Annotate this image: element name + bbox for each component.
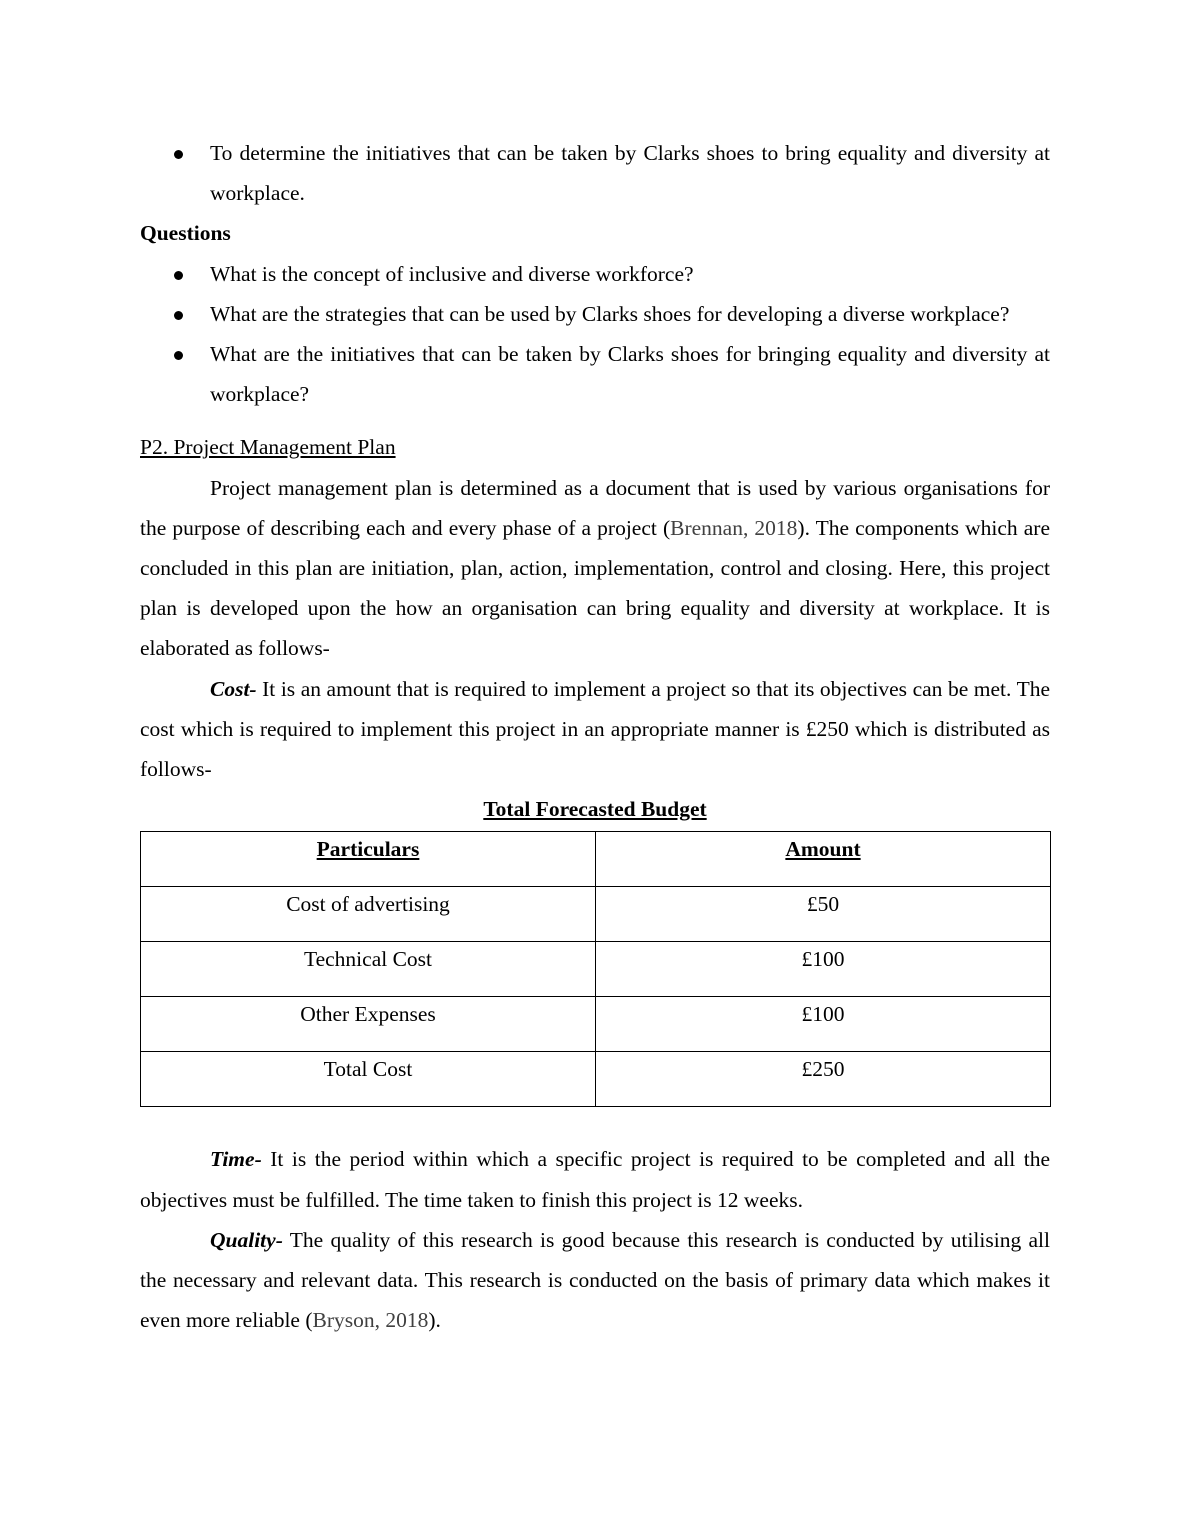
question-text: What are the initiatives that can be taken by Clarks shoes for bringing equality and diversity at workplace? (210, 342, 1050, 407)
budget-table (140, 831, 1051, 1107)
table-row (141, 942, 1051, 997)
bullet-icon (174, 271, 183, 280)
cost-paragraph (140, 669, 1050, 790)
document-page (140, 133, 1050, 1340)
question-text: What is the concept of inclusive and diverse workforce? (210, 261, 694, 286)
quality-rest: ). (428, 1308, 441, 1333)
bullet-icon (174, 351, 183, 360)
citation-bryson: Bryson, 2018 (312, 1308, 429, 1333)
particular-cell: Technical Cost (141, 942, 596, 997)
citation-brennan: Brennan, 2018 (670, 515, 798, 540)
quality-text: The quality of this research is good because this research is conducted by utilising all the necessary and relevant data. This research is conducted on the basis of primary data which makes it even more reliable ( (140, 1227, 1050, 1333)
table-header-row (141, 832, 1051, 887)
question-item (140, 254, 1050, 294)
header-particulars: Particulars (141, 832, 596, 887)
time-text: It is the period within which a specific project is required to be completed and all the objectives must be fulfilled. The time taken to finish this project is 12 weeks. (140, 1147, 1050, 1212)
question-item (140, 334, 1050, 414)
quality-paragraph (140, 1220, 1050, 1341)
particular-cell: Total Cost (141, 1052, 596, 1107)
table-row (141, 1052, 1051, 1107)
quality-term: Quality- (210, 1227, 283, 1252)
amount-cell: £50 (596, 887, 1051, 942)
objectives-list (140, 133, 1050, 213)
table-row (141, 997, 1051, 1052)
question-text: What are the strategies that can be used by Clarks shoes for developing a diverse workplace? (210, 301, 1010, 326)
cost-term: Cost- (210, 676, 257, 701)
intro-paragraph (140, 468, 1050, 669)
particular-cell: Cost of advertising (141, 887, 596, 942)
cost-text: It is an amount that is required to implement a project so that its objectives can be met. The cost which is required to implement this project in an appropriate manner is £250 which is distributed as follows- (140, 676, 1050, 782)
bullet-icon (174, 311, 183, 320)
amount-cell: £100 (596, 942, 1051, 997)
questions-heading: Questions (140, 221, 231, 246)
amount-cell: £250 (596, 1052, 1051, 1107)
amount-cell: £100 (596, 997, 1051, 1052)
questions-list (140, 254, 1050, 415)
intro-text: Project management plan is determined as a document that is used by various organisations for the purpose of describing each and every phase of a project ( (140, 475, 1050, 540)
table-row (141, 887, 1051, 942)
particular-cell: Other Expenses (141, 997, 596, 1052)
time-term: Time- (210, 1147, 262, 1172)
question-item (140, 294, 1050, 334)
header-amount: Amount (596, 832, 1051, 887)
objective-item (140, 133, 1050, 213)
section-title: P2. Project Management Plan (140, 435, 396, 460)
intro-rest: ). The components which are concluded in this plan are initiation, plan, action, implementation, control and closing. Here, this project plan is developed upon the how an organisation can bring equality and diversity at workplace. It is elaborated as follows- (140, 515, 1050, 661)
time-paragraph (140, 1139, 1050, 1219)
bullet-icon (174, 150, 183, 159)
objective-text: To determine the initiatives that can be taken by Clarks shoes to bring equality and diversity at workplace. (210, 141, 1050, 206)
budget-table-title: Total Forecasted Budget (483, 797, 707, 822)
